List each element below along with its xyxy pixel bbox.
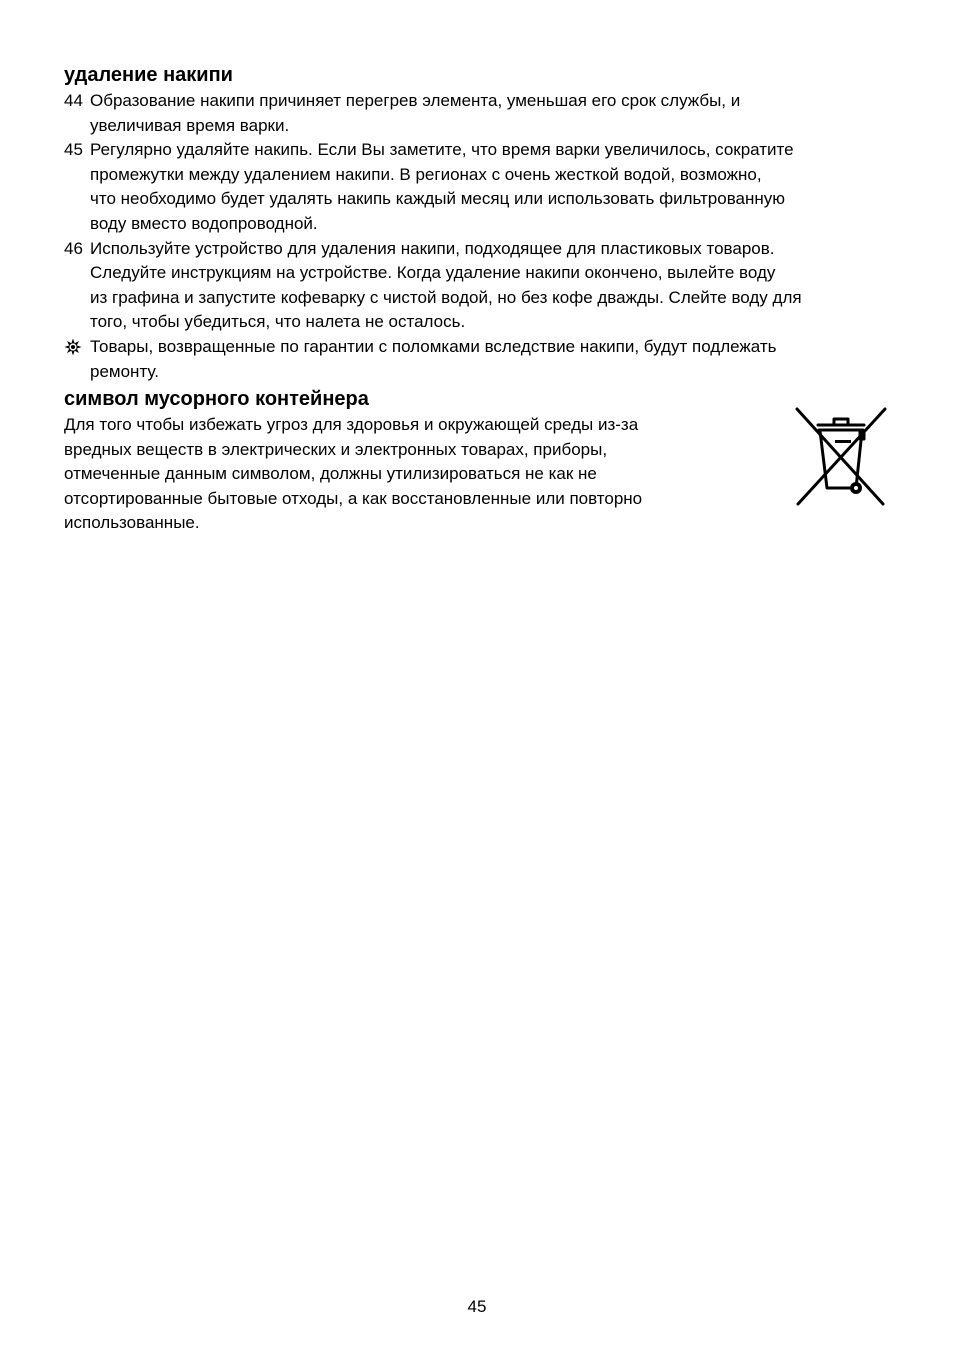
item-number: 44 <box>64 91 83 110</box>
item-text: Используйте устройство для удаления накипи, подходящее для пластиковых товаров. Следуйте инструкциям на устройстве. Когда удаление накипи окончено, вылейте воду из графина и запустите кофеварку с чистой водой, но без кофе дважды. Слейте воду для того, чтобы убедиться, что налета не осталось. <box>90 238 802 332</box>
list-item <box>64 138 894 236</box>
item-number: 46 <box>64 238 83 258</box>
item-number: 45 <box>64 140 83 160</box>
item-text: Образование накипи причиняет перегрев элемента, уменьшая его срок службы, и увеличивая время варки. <box>90 91 741 135</box>
descaling-list <box>64 89 894 384</box>
warning-star-icon <box>64 335 90 359</box>
list-item <box>64 89 894 138</box>
warranty-note <box>64 335 894 384</box>
note-text: Товары, возвращенные по гарантии с поломками вследствие накипи, будут подлежать ремонту. <box>90 336 777 381</box>
item-text: Регулярно удаляйте накипь. Если Вы заметите, что время варки увеличилось, сократите промежутки между удалением накипи. В регионах с очень жесткой водой, возможно, что необходимо будет удалять накипь каждый месяц или использовать фильтрованную воду вместо водопроводной. <box>90 140 794 233</box>
crossed-out-wheelie-bin-icon <box>794 406 888 508</box>
list-item <box>64 237 894 335</box>
descaling-heading: удаление накипи <box>64 64 233 86</box>
disposal-paragraph: Для того чтобы избежать угроз для здоровья и окружающей среды из-за вредных веществ в электрических и электронных товарах, приборы, отмеченные данным символом, должны утилизироваться не как не отсортированные бытовые отходы, а как восстановленные или повторно использованные. <box>64 415 643 533</box>
waste-symbol-heading: символ мусорного контейнера <box>64 388 369 410</box>
page-number: 45 <box>467 1297 487 1316</box>
